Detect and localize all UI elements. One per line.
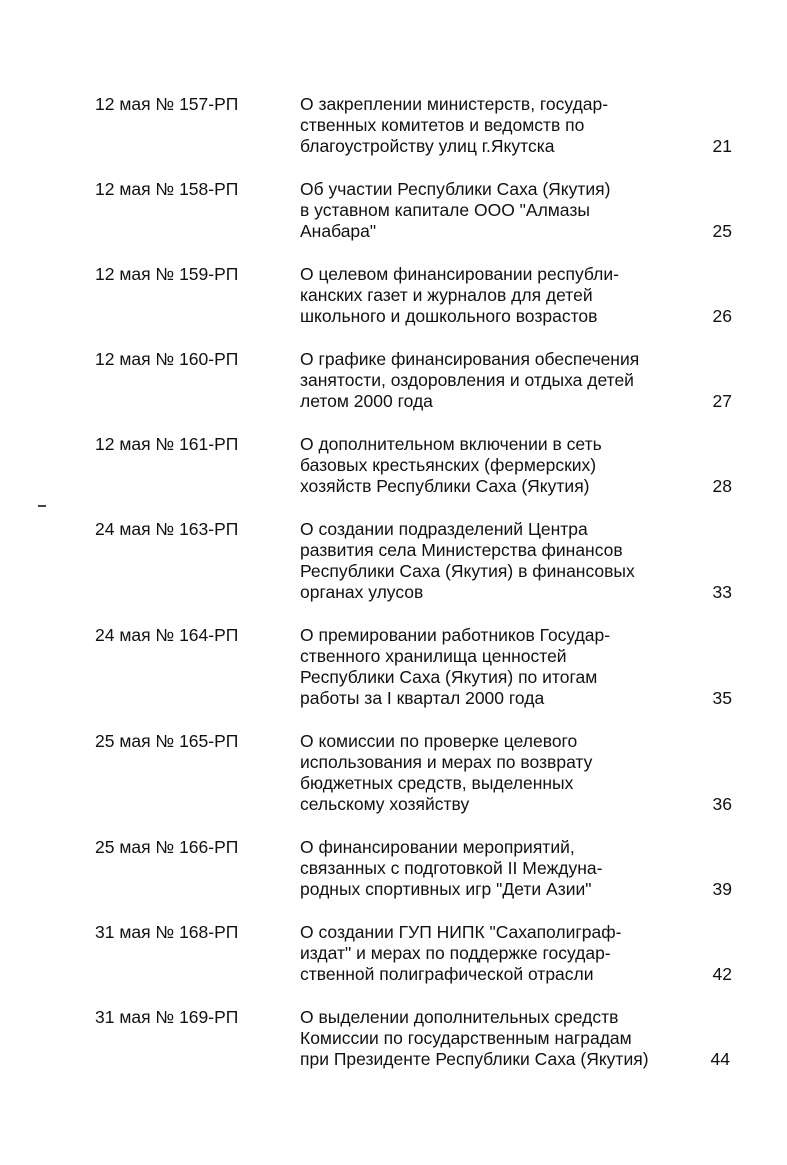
entry-page-number: 39 xyxy=(712,879,732,899)
toc-entry xyxy=(0,731,787,837)
entry-date: 25 мая № 166-РП xyxy=(95,837,239,857)
toc-entry xyxy=(0,922,787,1007)
entry-title: О финансировании мероприятий, связанных с подготовкой II Междуна- родных спортивных игр "Дети Азии" xyxy=(300,837,603,899)
toc-entry xyxy=(0,94,787,179)
entry-title: Об участии Республики Саха (Якутия) в уставном капитале ООО "Алмазы Анабара" xyxy=(300,179,611,241)
entry-date: 12 мая № 161-РП xyxy=(95,434,239,454)
entry-date: 12 мая № 157-РП xyxy=(95,94,239,114)
entry-title: О премировании работников Государ- ственного хранилища ценностей Республики Саха (Якутия) по итогам работы за I квартал 2000 года xyxy=(300,625,611,708)
entry-page-number: 42 xyxy=(712,964,732,984)
entry-date: 31 мая № 169-РП xyxy=(95,1007,239,1027)
entry-date: 24 мая № 163-РП xyxy=(95,519,239,539)
toc-entry xyxy=(0,519,787,625)
entry-title: О графике финансирования обеспечения занятости, оздоровления и отдыха детей летом 2000 года xyxy=(300,349,640,411)
toc-entry xyxy=(0,625,787,731)
entry-page-number: 26 xyxy=(712,306,732,326)
toc-entry xyxy=(0,434,787,519)
entry-title: О комиссии по проверке целевого использования и мерах по возврату бюджетных средств, выделенных сельскому хозяйству xyxy=(300,731,593,814)
entry-page-number: 33 xyxy=(712,582,732,602)
entry-title: О создании подразделений Центра развития села Министерства финансов Республики Саха (Якутия) в финансовых органах улусов xyxy=(300,519,635,602)
toc-entry xyxy=(0,1007,787,1092)
entry-page-number: 27 xyxy=(712,391,732,411)
entry-title: О целевом финансировании республи- канских газет и журналов для детей школьного и дошкольного возрастов xyxy=(300,264,619,326)
entry-title: О закреплении министерств, государ- ственных комитетов и ведомств по благоустройству улиц г.Якутска xyxy=(300,94,609,156)
entry-date: 31 мая № 168-РП xyxy=(95,922,239,942)
entry-page-number: 25 xyxy=(712,221,732,241)
entry-date: 12 мая № 159-РП xyxy=(95,264,239,284)
entry-date: 12 мая № 160-РП xyxy=(95,349,239,369)
toc-entry xyxy=(0,837,787,922)
entry-page-number: 44 xyxy=(710,1049,730,1069)
table-of-contents xyxy=(0,94,787,1092)
entry-date: 24 мая № 164-РП xyxy=(95,625,239,645)
entry-page-number: 35 xyxy=(712,688,732,708)
entry-page-number: 21 xyxy=(712,136,732,156)
entry-page-number: 28 xyxy=(712,476,732,496)
toc-entry xyxy=(0,179,787,264)
entry-title: О создании ГУП НИПК "Сахаполиграф- издат" и мерах по поддержке государ- ственной полиграфической отрасли xyxy=(300,922,622,984)
toc-entry xyxy=(0,264,787,349)
entry-page-number: 36 xyxy=(712,794,732,814)
entry-title: О выделении дополнительных средств Комиссии по государственным наградам при Президенте Республики Саха (Якутия) xyxy=(300,1007,649,1069)
entry-date: 25 мая № 165-РП xyxy=(95,731,239,751)
toc-entry xyxy=(0,349,787,434)
entry-title: О дополнительном включении в сеть базовых крестьянских (фермерских) хозяйств Республики Саха (Якутия) xyxy=(300,434,602,496)
entry-date: 12 мая № 158-РП xyxy=(95,179,239,199)
